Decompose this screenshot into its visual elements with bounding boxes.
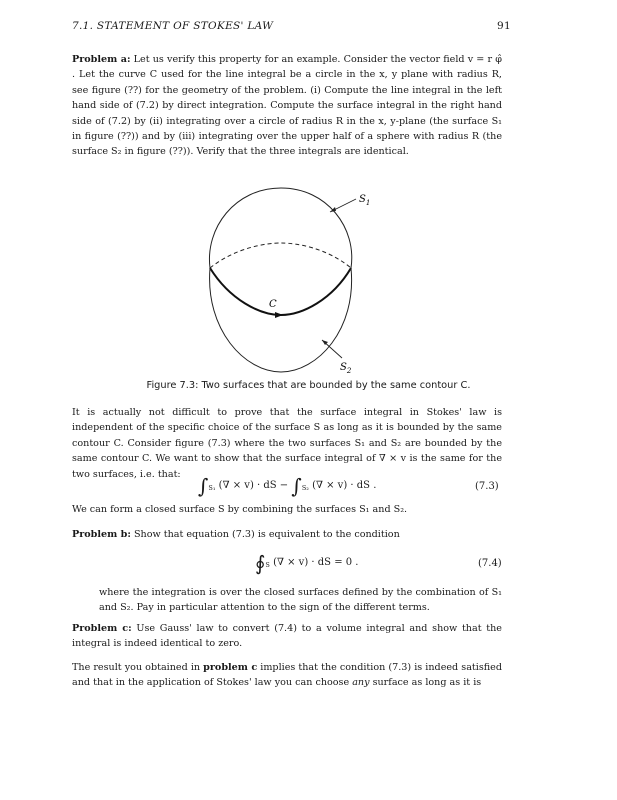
integral-sign-1: ∫ xyxy=(198,474,209,498)
contour-arrow xyxy=(275,312,283,318)
equation-7-4 xyxy=(255,551,358,575)
integral-sign-2: ∫ xyxy=(291,474,302,498)
closed-integral-sign: ∮ xyxy=(255,551,266,575)
surface-s2-curve xyxy=(210,268,352,372)
result-text-1: The result you obtained in xyxy=(72,662,204,673)
label-c: C xyxy=(269,299,277,310)
label-s2: $S_2$ xyxy=(340,362,352,375)
eq74-sub: S xyxy=(265,561,270,569)
contour-c xyxy=(210,268,351,315)
result-text-3: surface as long as it is xyxy=(369,677,482,689)
problem-c-text: Use Gauss' law to convert (7.4) to a volume integral and show that the integral is indeed identical to zero. xyxy=(72,623,502,650)
result-paragraph xyxy=(72,660,502,691)
eq73-integrand-2: (∇ × v) · dS . xyxy=(312,480,377,491)
result-bold: problem c xyxy=(203,662,258,673)
problem-a-label: Problem a: xyxy=(72,54,131,65)
result-italic: any xyxy=(352,677,370,689)
problem-b-label: Problem b: xyxy=(72,529,131,540)
label-s1: $S_1$ xyxy=(359,194,371,207)
closed-surface-sentence: We can form a closed surface S by combining the surfaces S₁ and S₂. xyxy=(72,504,408,515)
problem-b-continuation: where the integration is over the closed surfaces defined by the combination of S₁ and S₂. Pay in particular attention to the sign of the different terms. xyxy=(99,587,502,614)
problem-c xyxy=(72,621,502,652)
figure-caption: Figure 7.3: Two surfaces that are bounded by the same contour C. xyxy=(146,380,471,391)
eq73-sub1: S₁ xyxy=(208,484,216,492)
body-paragraph: It is actually not difficult to prove that the surface integral in Stokes' law is independent of the specific choice of the surface S as long as it is bounded by the same contour C. Consider figure (7.3) where the two surfaces S₁ and S₂ are bounded by the same contour C. We want to show that the surface integral of ∇ × v is the same for the two surfaces, i.e. that: xyxy=(72,407,502,480)
problem-b xyxy=(72,527,502,542)
problem-a-text: Let us verify this property for an example. Consider the vector field v = r φ̂ . Let the curve C used for the line integral be a circle in the x, y plane with radius R, see figure (??) for the geometry of the problem. (i) Compute the line integral in the left hand side of (7.2) by direct integration. Compute the surface integral in the right hand side of (7.2) by (ii) integrating over a circle of radius R in the x, y-plane (the surface S₁ in figure (??)) and by (iii) integrating over the upper half of a sphere with radius R (the surface S₂ in figure (??)). Verify that the three integrals are identical. xyxy=(72,54,502,158)
problem-b-text: Show that equation (7.3) is equivalent to the condition xyxy=(133,529,400,540)
contour-back-dashed xyxy=(210,243,351,268)
eq-7-3-number: (7.3) xyxy=(475,481,499,492)
result-text-2: implies that the condition (7.3) is indeed satisfied and that in the application of Stokes' law you can choose xyxy=(72,662,502,689)
page-number: 91 xyxy=(497,20,511,32)
eq73-sub2: S₂ xyxy=(301,484,309,492)
equation-7-3 xyxy=(198,474,376,498)
section-title: 7.1. STATEMENT OF STOKES' LAW xyxy=(72,20,274,32)
eq74-integrand: (∇ × v) · dS = 0 . xyxy=(273,557,359,568)
eq73-integrand-1: (∇ × v) · dS − xyxy=(218,480,289,491)
surface-s1-curve xyxy=(209,188,351,268)
problem-c-label: Problem c: xyxy=(72,623,132,634)
eq-7-4-number: (7.4) xyxy=(478,558,502,569)
